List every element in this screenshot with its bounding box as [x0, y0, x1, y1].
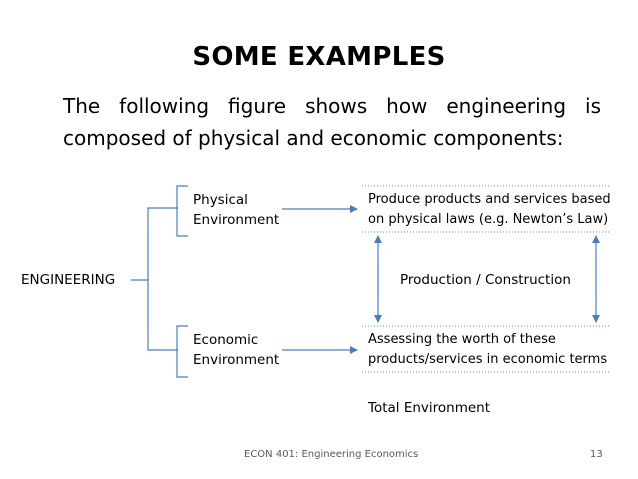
physical-bracket	[177, 186, 188, 236]
physical-box	[368, 190, 611, 230]
physical-box-line1: Produce products and services based	[368, 192, 611, 207]
footer-page-number: 13	[590, 449, 603, 460]
physical-environment-line2: Environment	[193, 212, 280, 228]
economic-environment-line2: Environment	[193, 352, 280, 368]
economic-bracket	[177, 326, 188, 377]
footer-course: ECON 401: Engineering Economics	[244, 449, 419, 460]
intro-text: The following figure shows how engineering is composed of physical and economic components:	[63, 94, 601, 150]
production-construction-label: Production / Construction	[400, 272, 571, 288]
economic-environment-label	[193, 330, 279, 370]
economic-box	[368, 330, 607, 370]
economic-box-line1: Assessing the worth of these	[368, 332, 556, 347]
main-bracket	[148, 208, 178, 350]
economic-environment-line1: Economic	[193, 332, 259, 348]
physical-environment-line1: Physical	[193, 192, 248, 208]
engineering-label: ENGINEERING	[21, 272, 116, 288]
total-environment-label: Total Environment	[368, 400, 491, 416]
slide-title: SOME EXAMPLES	[192, 42, 446, 72]
physical-box-line2: on physical laws (e.g. Newton’s Law)	[368, 212, 609, 227]
economic-box-line2: products/services in economic terms	[368, 352, 608, 367]
physical-environment-label	[193, 190, 279, 230]
